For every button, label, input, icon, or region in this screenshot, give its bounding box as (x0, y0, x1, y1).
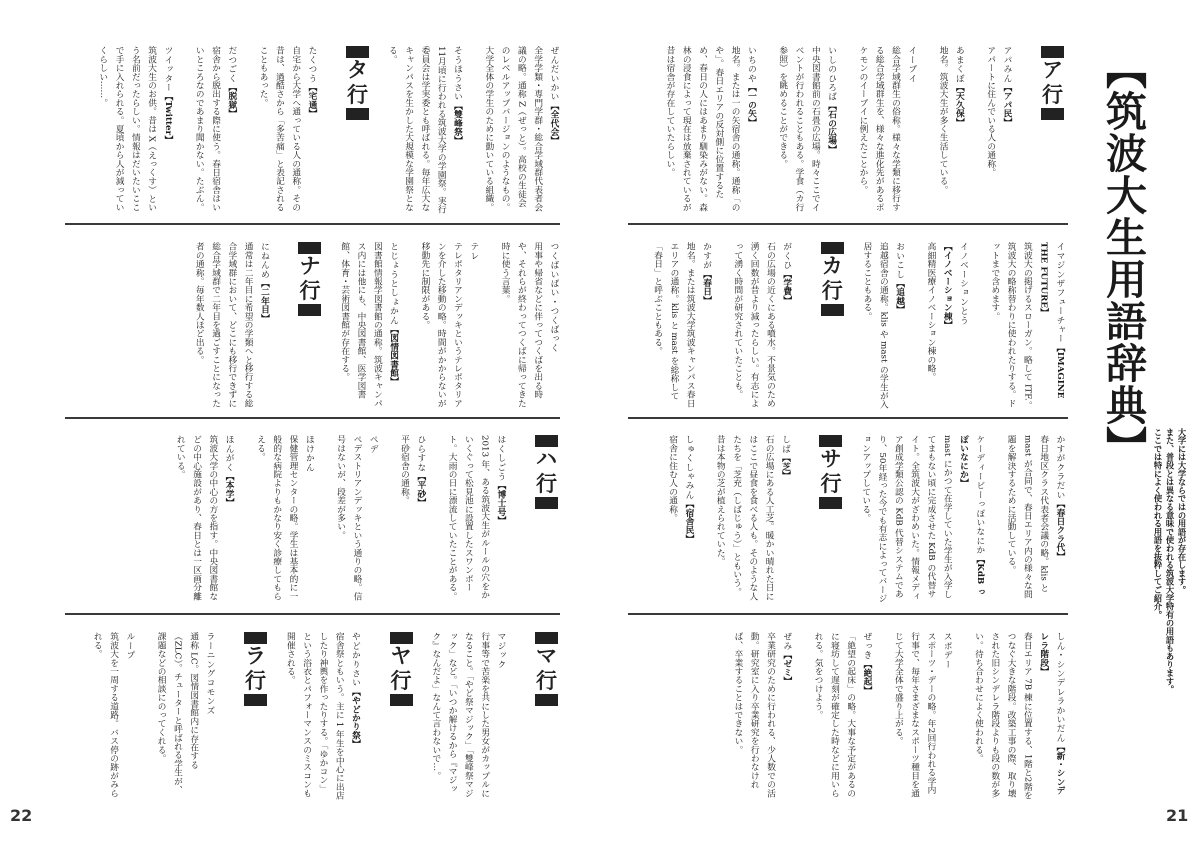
entry-heading (951, 46, 967, 214)
heading-char: 行 (299, 279, 321, 303)
heading-char: 行 (821, 279, 843, 303)
glossary-entry (857, 435, 987, 603)
entry-term: スポデー (942, 632, 953, 669)
entry-term: だつごく (226, 46, 237, 83)
entry-heading (904, 46, 920, 214)
intro-text (1152, 428, 1188, 728)
glossary-entry (810, 632, 875, 800)
heading-bar (1041, 108, 1064, 120)
heading-bar (346, 46, 369, 58)
heading-bar (821, 242, 844, 254)
entry-definition: ペデストリアンデッキという通りの略。信号はないが、段差が多い。 (335, 435, 362, 601)
entry-kanji: 【イノベーション棟】 (942, 242, 953, 329)
divider (628, 613, 1068, 615)
entry-term: ひらすな (415, 435, 426, 472)
entry-heading (413, 435, 429, 603)
entry-kanji: 【平砂】 (415, 471, 426, 507)
entry-heading (493, 435, 509, 603)
entry-definition: 筑波大生のお供。昔は X（えっくす）という名前だったらしい。情報はだいたいここで手に入れられる。夏頃から人が減っていくらしい……。 (97, 46, 157, 212)
entry-term: いちのや (746, 46, 757, 83)
entry-definition: mast にかつて在学していた学生が入学してまもない頃に完成させた KdB の代替サイト。全筑波大がざわめいた。情報メディア創成学類公認の KdB 代替システムであり、50年経った今でも有志によってバージョンアップしている。 (860, 435, 953, 603)
entry-heading (546, 46, 562, 214)
entry-heading (1035, 242, 1068, 410)
entry-term: ペデ (368, 435, 379, 454)
heading-bar (298, 242, 321, 254)
glossary-entry (935, 46, 968, 214)
glossary-entry (89, 632, 138, 800)
glossary-entry (662, 46, 760, 214)
entry-heading (859, 632, 875, 800)
entry-kanji: 【脱獄】 (226, 82, 237, 118)
entry-definition: テレポタリアンデッキというテレポタリアンを介した移動の略。時間がかからないが移動先に制限がある。 (419, 242, 463, 408)
glossary-entry (191, 242, 272, 410)
glossary-entry (255, 46, 320, 214)
entry-heading (304, 46, 320, 214)
entry-term: ぜみ (781, 632, 792, 651)
entry-definition: 宿舎に住む人の通称。 (667, 435, 678, 522)
entry-definition: 筑波大の掲げるスローガン。略して ITF.。筑波大の略称替わりに使われたりする。ドットまで含めます。 (989, 242, 1033, 410)
heading-bar (819, 435, 842, 447)
glossary-entry (332, 435, 381, 603)
divider (65, 613, 560, 615)
divider (628, 417, 1068, 419)
entry-definition: 卒業研究のために行われる、少人数での活動。研究室に入り卒業研究を行わなければ、卒業することはできない。 (732, 632, 776, 798)
entry-term: しん・シンデレラかいだん (1055, 632, 1065, 743)
entry-kanji: 【図情図書館】 (388, 324, 399, 386)
glossary-entry (497, 242, 562, 410)
entry-kanji: 【やどかり祭】 (350, 687, 361, 749)
entry-heading (256, 242, 272, 410)
entry-kanji: 【博士号】 (496, 481, 506, 525)
entry-heading (939, 242, 972, 410)
entry-kanji: 【春日クラ代】 (1055, 499, 1065, 561)
entry-term: ループ (124, 632, 135, 660)
right-page-tier (628, 242, 1068, 410)
entry-term: ラーニングコモンズ (205, 632, 216, 715)
entry-definition: 11月頃に行われる筑波大学の学園祭。実行委員会は学実委とも呼ばれる。毎年広大なキャンパスを生かした大規模な学園祭となる。 (387, 46, 447, 214)
entry-kanji: 【学費】 (781, 269, 792, 305)
entry-heading (999, 46, 1015, 214)
entry-definition: 全学学類・専門学群・総合学域群代表者会議の略。通称 Z（ぜっと）。高校の生徒会のレベルアップバージョンのようなもの。大学全体の学生のために動いている組織。 (483, 46, 543, 212)
left-page-tier (62, 242, 562, 410)
section-heading (346, 46, 369, 120)
entry-definition: 中央図書館前の石畳の広場。時々ここでイベントが行われることもある。学食（カ行参照）を眺めることができる。 (777, 46, 821, 212)
entry-heading (939, 632, 955, 800)
entry-definition: 保健管理センターの略。学生は基本的に一般的な病院よりもかなり安く診療してもらえる。 (255, 435, 299, 601)
entry-term: つくばいばい・つくばっく (549, 242, 559, 353)
glossary-entry (923, 242, 972, 410)
glossary-entry (336, 242, 401, 410)
entry-definition: 用事や帰省などに伴ってつくばを出る時や、それらが終わってつくばに帰ってきた時に使う言葉。 (500, 242, 543, 408)
page-number-left: 22 (10, 806, 33, 825)
entry-heading (546, 242, 562, 410)
glossary-entry (282, 632, 363, 800)
glossary-entry (252, 435, 317, 603)
entry-heading (698, 242, 714, 410)
glossary-entry (730, 242, 795, 410)
heading-char: 行 (536, 472, 557, 496)
entry-heading (347, 632, 363, 800)
entry-definition: 春日地区クラス代表者会議の略。klis と mast が合同で、春日エリア内の様々な問題を解決するために活動している。 (1006, 435, 1049, 599)
intro-line: ここでは特によく使われる用語を抜粋してご紹介。 (1153, 428, 1163, 619)
glossary-entry (890, 632, 955, 800)
glossary-entry (153, 632, 218, 800)
heading-char: 行 (245, 669, 267, 693)
entry-term: かすがクラだい (1055, 435, 1065, 500)
glossary-entry (172, 435, 237, 603)
entry-term: しゅくしゃみん (683, 435, 694, 500)
entry-heading (466, 242, 482, 410)
heading-char: サ (820, 447, 842, 471)
entry-heading (955, 435, 988, 603)
entry-definition: 2013 年、ある筑波大生がルールの穴をかいくぐって松見池に設置したスワンボート。大雨の日に漂流していたことがある。 (447, 435, 490, 601)
glossary-entry (774, 46, 839, 214)
entry-term: そうほうさい (452, 46, 463, 102)
entry-term: イノベーションとう (958, 242, 969, 325)
entry-heading (779, 632, 795, 800)
glossary-entry (855, 46, 920, 214)
section-heading (535, 632, 558, 706)
entry-kanji: 【ゼミ】 (781, 650, 792, 686)
entry-kanji: 【天久保】 (954, 82, 965, 127)
entry-kanji: 【一の矢】 (746, 82, 757, 127)
heading-char: 行 (1042, 83, 1063, 107)
heading-char: 行 (347, 83, 369, 107)
heading-bar (390, 694, 413, 706)
entry-heading (449, 46, 465, 214)
entry-kanji: 【IMAGINE THE FUTURE】 (1038, 242, 1065, 399)
section-heading (819, 435, 842, 509)
entry-kanji: 【絶起】 (862, 659, 873, 695)
entry-heading (891, 242, 907, 410)
entry-heading (385, 242, 401, 410)
heading-bar (244, 694, 267, 706)
page-title: 【筑波大生用語辞典】 (1099, 48, 1147, 468)
entry-heading (224, 46, 240, 214)
entry-term: かすが (701, 242, 712, 270)
entry-term: アパみん (1002, 46, 1012, 83)
glossary-entry (417, 242, 482, 410)
entry-kanji: 【新・シンデレラ階段】 (1038, 632, 1065, 795)
entry-term: おいこし (894, 242, 905, 279)
heading-char: マ (536, 644, 557, 668)
entry-term: にねんめ (259, 242, 270, 279)
section-heading (298, 242, 321, 316)
entry-term: たくつう (307, 46, 318, 83)
entry-heading (160, 46, 176, 214)
entry-term: ぜんだいかい (549, 46, 559, 102)
entry-kanji: 【Twitter】 (162, 92, 173, 144)
page-number-right: 21 (1166, 806, 1189, 825)
entry-term: ほんがく (224, 435, 235, 472)
entry-heading (122, 632, 138, 800)
entry-heading (743, 46, 759, 214)
heading-char: ア (1042, 58, 1063, 82)
glossary-entry (649, 242, 714, 410)
entry-term: テレ (468, 242, 479, 261)
entry-term: やどかりさい (350, 632, 361, 688)
glossary-entry (1003, 435, 1068, 603)
section-heading (1041, 46, 1064, 120)
entry-heading (202, 632, 218, 800)
heading-bar (821, 304, 844, 316)
heading-bar (390, 632, 413, 644)
glossary-entry (384, 46, 465, 214)
entry-kanji: 【石の広場】 (826, 101, 837, 154)
entry-heading (365, 435, 381, 603)
entry-term: いしのひろば (826, 46, 837, 102)
entry-term: マジック (496, 632, 506, 669)
entry-term: ほけかん (304, 435, 315, 472)
intro-line: 大学には大学ならではの用語が存在します。 (1177, 428, 1187, 594)
entry-definition: 宿舎祭ともいう。主に 1 年生を中心に出店したり神輿を作ったりする。「ゆかコン」という浴衣とパフォーマンスのミスコンも開催される。 (285, 632, 345, 800)
heading-bar (1041, 46, 1064, 58)
heading-bar (535, 435, 558, 447)
entry-heading (777, 435, 793, 603)
heading-char: ナ (299, 254, 321, 278)
entry-term: あまくぼ (954, 46, 965, 83)
entry-kanji: 【春日】 (701, 269, 712, 305)
entry-kanji: 【アパ民】 (1002, 82, 1012, 127)
section-heading (390, 632, 413, 706)
entry-definition: 総合学域群生の俗称。様々な学類に移行する総合学域群生を、様々な進化先があるポケモンのイーブイに例えたことから。 (857, 46, 901, 212)
divider (65, 417, 560, 419)
glossary-entry (444, 435, 509, 603)
glossary-entry (94, 46, 175, 214)
entry-term: イーブイ (906, 46, 917, 83)
entry-definition: 行事等で苦楽を共にした男女がカップルになること。「やど祭マジック」「雙峰祭マジック」など。「いつか解けるから『マジック』なんだよ」なんて言わないで…。 (430, 632, 490, 798)
entry-definition: 高細精医療イノベーション棟の略。 (925, 242, 936, 382)
section-heading (821, 242, 844, 316)
glossary-entry (481, 46, 562, 214)
heading-char: 行 (820, 472, 842, 496)
section-heading (535, 435, 558, 509)
entry-kanji: 【宿舎民】 (683, 499, 694, 543)
right-page-tier (628, 435, 1068, 603)
entry-heading (301, 435, 317, 603)
intro-line: また、普段とは異なる意味で使われる筑波大学特有の用語もあります。 (1165, 428, 1175, 694)
entry-kanji: 【全代会】 (549, 101, 559, 145)
entry-term: とじょうとしょかん (388, 242, 399, 325)
divider (628, 223, 1068, 225)
heading-bar (535, 694, 558, 706)
left-page-tier (62, 46, 562, 214)
entry-term: ぜっき (862, 632, 873, 660)
entry-definition: 通常は二年目に希望の学類へと移行する総合学域群において、どこにも移行できずに総合学域群で二年目を過ごすことになった者の通称。毎年数人ほど出る。 (194, 242, 254, 408)
entry-definition: 平砂宿舎の通称。 (399, 435, 410, 505)
heading-bar (819, 497, 842, 509)
entry-definition: 図書館情報学図書館の通称。筑波キャンパス内には他にも、中央図書館、医学図書館、体育・芸術図書館が存在する。 (339, 242, 383, 408)
entry-definition: 石の広場の近くにある噴水。不景気のため湧く回数が昔より減ったらしい。有志によって湧く時間が研究されていたことも。 (732, 242, 776, 408)
entry-definition: 「絶望の起床」の略。大事な予定があるのに寝坊して遅刻が確定した時などに用いられる。気をつけよう。 (813, 632, 856, 798)
glossary-entry (396, 435, 429, 603)
left-page-tier (62, 632, 562, 800)
entry-kanji: 【本学】 (224, 471, 235, 507)
entry-definition: 自宅から大学へ通っている人の通称。その昔は、過酷さから「多苦痛」と表記されることもあった。 (258, 46, 301, 212)
glossary-entry (970, 632, 1068, 800)
entry-term: ケーディービーっぽいなにか (974, 435, 985, 555)
glossary-entry (428, 632, 509, 800)
entry-kanji: 【追越】 (894, 278, 905, 314)
heading-char: カ (821, 254, 843, 278)
entry-heading (221, 435, 237, 603)
entry-definition: 地名。または一の矢宿舎の通称。通称「のや」。春日エリアの反対側に位置するため、春日の人にはあまり馴染みがない。森林の浸食によって現在は放棄されているが昔は宿舎が存在していたらしい。 (664, 46, 741, 212)
entry-heading (1035, 632, 1068, 800)
entry-definition: 石の広場にある人工芝。暖かい晴れた日にはここで昼食を食べる人も。そのような人たちを「芝充（しばじゅう）」ともいう。昔は本物の芝が植えられていた。 (715, 435, 775, 601)
entry-term: イマジンザフューチャー (1055, 242, 1065, 344)
heading-bar (535, 497, 558, 509)
heading-bar (535, 632, 558, 644)
entry-kanji: 【芝】 (780, 453, 791, 480)
glossary-entry (712, 435, 793, 603)
heading-bar (298, 304, 321, 316)
heading-char: タ (347, 58, 369, 82)
glossary-entry (191, 46, 240, 214)
entry-definition: 筑波大を一周する道路。バス停の跡がみられる。 (92, 632, 119, 798)
entry-heading (681, 435, 697, 603)
entry-heading (493, 632, 509, 800)
entry-term: がくひ (781, 242, 792, 270)
glossary-entry (859, 242, 908, 410)
entry-definition: 地名。筑波大生が多く生活している。 (938, 46, 949, 194)
entry-term: はくしごう (496, 435, 506, 481)
glossary-entry (664, 435, 697, 603)
heading-char: ラ (245, 644, 267, 668)
entry-kanji: 【宅通】 (307, 82, 318, 118)
entry-definition: 追越宿舎の通称。klis や mast の学生が入居することもある。 (862, 242, 889, 409)
entry-heading (823, 46, 839, 214)
right-page-tier (628, 632, 1068, 800)
entry-term: ツイッター (162, 46, 173, 92)
section-heading (244, 632, 267, 706)
heading-char: ヤ (390, 644, 412, 668)
left-page-tier (62, 435, 562, 603)
entry-heading (1052, 435, 1068, 603)
entry-definition: 宿舎から脱出する際に使う。春日宿舎はいいところなのであまり聞かない。たぶん。 (194, 46, 221, 212)
heading-char: ハ (536, 447, 557, 471)
entry-kanji: 【KdB っぽいなにか】 (958, 435, 985, 597)
entry-term: しば (780, 435, 791, 454)
glossary-entry (982, 46, 1015, 214)
entry-heading (778, 242, 794, 410)
entry-definition: 地名。または筑波大学筑波キャンパス春日エリアの通称。klis と mast を総称して「春日」と呼ぶこともある。 (652, 242, 696, 408)
right-page-tier (628, 46, 1068, 214)
entry-definition: 筑波大学の中心の方を指す。中央図書館などの中心施設があり、春日とは一区画分離れている。 (175, 435, 218, 601)
entry-kanji: 【二年目】 (259, 278, 270, 323)
glossary-entry (730, 632, 795, 800)
heading-char: 行 (390, 669, 412, 693)
heading-bar (244, 632, 267, 644)
entry-definition: スポーツ・デーの略。年2回行われる学内行事で、毎年さまざまなスポーツ種目を通じて大学全体で盛り上がる。 (893, 632, 936, 798)
divider (65, 223, 560, 225)
heading-char: 行 (536, 669, 557, 693)
heading-bar (346, 108, 369, 120)
entry-definition: 通称 LC。図情図書館内に存在する（ZLC）。チューターと呼ばれる学生が、課題などの相談にのってくれる。 (156, 632, 199, 795)
entry-definition: 春日エリア 7B 棟に位置する、1階と2階をつなぐ大きな階段。改築工事の際、取り壊された旧シンデレラ階段よりも段の数が多い。待ち合わせによく使われる。 (973, 632, 1033, 800)
entry-definition: アパートに住んでいる人の通称。 (985, 46, 996, 177)
entry-kanji: 【雙峰祭】 (452, 101, 463, 145)
glossary-entry (987, 242, 1068, 410)
